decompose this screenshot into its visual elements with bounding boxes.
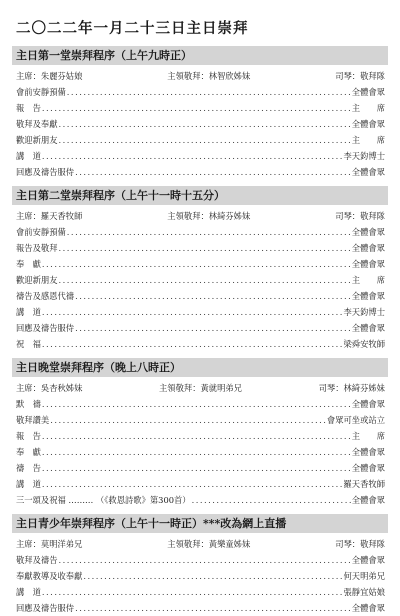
program-item-responsible: 全體會眾 — [351, 603, 385, 613]
role-chairperson: 主席：莫明洋弟兄 — [16, 539, 83, 549]
program-item-responsible: 全體會眾 — [351, 243, 385, 253]
dot-leader — [75, 288, 351, 304]
program-item — [12, 84, 388, 100]
dot-leader — [42, 304, 343, 320]
program-item — [12, 148, 388, 164]
program-item — [12, 240, 388, 256]
role-pianist: 司琴：敬拜隊 — [335, 539, 385, 549]
role-pianist: 司琴：敬拜隊 — [335, 211, 385, 221]
program-item-responsible: 主 席 — [351, 431, 385, 441]
program-item — [12, 256, 388, 272]
dot-leader — [42, 460, 351, 476]
roles-line — [12, 536, 388, 552]
roles-line — [12, 68, 388, 84]
program-item — [12, 552, 388, 568]
section-heading: 主日青少年崇拜程序（上午十一時正）***改為網上直播 — [12, 514, 388, 533]
roles-line — [12, 208, 388, 224]
dot-leader — [42, 428, 351, 444]
program-item — [12, 584, 388, 600]
dot-leader — [83, 568, 342, 584]
dot-leader — [42, 100, 351, 116]
dot-leader — [59, 272, 351, 288]
program-item-label: 奉獻教導及收奉獻 — [16, 571, 83, 581]
program-item-label: 三一頌及祝福 ……… （《救恩詩歌》第300首） — [16, 495, 191, 505]
worship-sections — [12, 46, 388, 616]
dot-leader — [42, 148, 343, 164]
program-item-responsible: 何天明弟兄 — [343, 571, 385, 581]
program-item-responsible: 全體會眾 — [351, 447, 385, 457]
dot-leader — [192, 492, 351, 508]
dot-leader — [59, 132, 351, 148]
program-item-responsible: 張靜宜姑娘 — [343, 587, 385, 597]
program-item-responsible: 全體會眾 — [351, 119, 385, 129]
program-item — [12, 288, 388, 304]
section-heading: 主日晚堂崇拜程序（晚上八時正） — [12, 358, 388, 377]
program-item-label: 回應及禱告服侍 — [16, 603, 75, 613]
program-item-responsible: 全體會眾 — [351, 291, 385, 301]
program-item-label: 敬拜及禱告 — [16, 555, 58, 565]
program-item — [12, 100, 388, 116]
program-item — [12, 492, 388, 508]
program-item-responsible: 全體會眾 — [351, 259, 385, 269]
dot-leader — [67, 224, 351, 240]
dot-leader — [50, 412, 326, 428]
program-item-label: 講 道 — [16, 307, 41, 317]
program-item-label: 歡迎新朋友 — [16, 275, 58, 285]
program-item-label: 默 禱 — [16, 399, 41, 409]
program-item — [12, 164, 388, 180]
program-item-responsible: 主 席 — [351, 135, 385, 145]
worship-section — [12, 358, 388, 508]
program-item — [12, 476, 388, 492]
program-item-responsible: 全體會眾 — [351, 323, 385, 333]
program-item — [12, 336, 388, 352]
program-item-label: 會前安靜預備 — [16, 87, 66, 97]
dot-leader — [42, 584, 343, 600]
dot-leader — [42, 444, 351, 460]
program-item — [12, 600, 388, 616]
program-item-responsible: 主 席 — [351, 103, 385, 113]
program-item-responsible: 主 席 — [351, 275, 385, 285]
role-chairperson: 主席：吳杏秋姊妹 — [16, 383, 83, 393]
program-item-label: 回應及禱告服侍 — [16, 167, 75, 177]
program-item — [12, 116, 388, 132]
program-item-label: 報 告 — [16, 103, 41, 113]
program-item — [12, 412, 388, 428]
program-item-label: 敬拜讚美 — [16, 415, 50, 425]
worship-section — [12, 514, 388, 616]
program-item-label: 講 道 — [16, 587, 41, 597]
dot-leader — [42, 396, 351, 412]
program-item-label: 禱告及感恩代禱 — [16, 291, 75, 301]
roles-line — [12, 380, 388, 396]
program-item-label: 歡迎新朋友 — [16, 135, 58, 145]
program-item-responsible: 全體會眾 — [351, 495, 385, 505]
program-item-responsible: 全體會眾 — [351, 167, 385, 177]
program-item — [12, 396, 388, 412]
dot-leader — [42, 336, 343, 352]
program-item-label: 報告及敬拜 — [16, 243, 58, 253]
program-item-responsible: 全體會眾 — [351, 399, 385, 409]
program-item-responsible: 李天鈞博士 — [343, 151, 385, 161]
role-pianist: 司琴：敬拜隊 — [335, 71, 385, 81]
program-item-label: 會前安靜預備 — [16, 227, 66, 237]
role-worship-leader: 主領敬拜：林智欣姊妹 — [167, 71, 251, 81]
program-item-label: 敬拜及奉獻 — [16, 119, 58, 129]
program-item-responsible: 全體會眾 — [351, 227, 385, 237]
program-item-responsible: 羅天香牧師 — [343, 479, 385, 489]
dot-leader — [59, 240, 351, 256]
dot-leader — [75, 320, 351, 336]
worship-section — [12, 186, 388, 352]
program-item-label: 講 道 — [16, 479, 41, 489]
role-chairperson: 主席：羅天香牧師 — [16, 211, 83, 221]
dot-leader — [42, 476, 343, 492]
section-heading: 主日第二堂崇拜程序（上午十一時十五分） — [12, 186, 388, 205]
program-item — [12, 132, 388, 148]
page-title: 二〇二二年一月二十三日主日崇拜 — [16, 20, 249, 37]
role-worship-leader: 主領敬拜：黃樂童姊妹 — [167, 539, 251, 549]
program-item-label: 回應及禱告服侍 — [16, 323, 75, 333]
program-item-label: 祝 福 — [16, 339, 41, 349]
program-item-label: 禱 告 — [16, 463, 41, 473]
dot-leader — [75, 600, 351, 616]
program-item — [12, 272, 388, 288]
program-item — [12, 568, 388, 584]
program-item-label: 講 道 — [16, 151, 41, 161]
program-item — [12, 428, 388, 444]
program-item — [12, 320, 388, 336]
worship-section — [12, 46, 388, 180]
dot-leader — [75, 164, 351, 180]
program-item-responsible: 梁舜安牧師 — [343, 339, 385, 349]
dot-leader — [59, 116, 351, 132]
role-worship-leader: 主領敬拜：林綺芬姊妹 — [167, 211, 251, 221]
program-item-responsible: 全體會眾 — [351, 463, 385, 473]
program-item — [12, 224, 388, 240]
role-pianist: 司琴：林綺芬姊妹 — [318, 383, 385, 393]
program-item-label: 奉 獻 — [16, 447, 41, 457]
section-heading: 主日第一堂崇拜程序（上午九時正） — [12, 46, 388, 65]
program-item — [12, 460, 388, 476]
program-item-responsible: 李天鈞博士 — [343, 307, 385, 317]
role-chairperson: 主席：朱麗芬姑娘 — [16, 71, 83, 81]
dot-leader — [59, 552, 351, 568]
program-item-responsible: 會眾可坐或站立 — [326, 415, 385, 425]
program-item-responsible: 全體會眾 — [351, 555, 385, 565]
program-item-label: 奉 獻 — [16, 259, 41, 269]
program-item-label: 報 告 — [16, 431, 41, 441]
program-item — [12, 444, 388, 460]
role-worship-leader: 主領敬拜：黃就明弟兄 — [159, 383, 242, 393]
program-item — [12, 304, 388, 320]
dot-leader — [67, 84, 351, 100]
dot-leader — [42, 256, 351, 272]
program-item-responsible: 全體會眾 — [351, 87, 385, 97]
